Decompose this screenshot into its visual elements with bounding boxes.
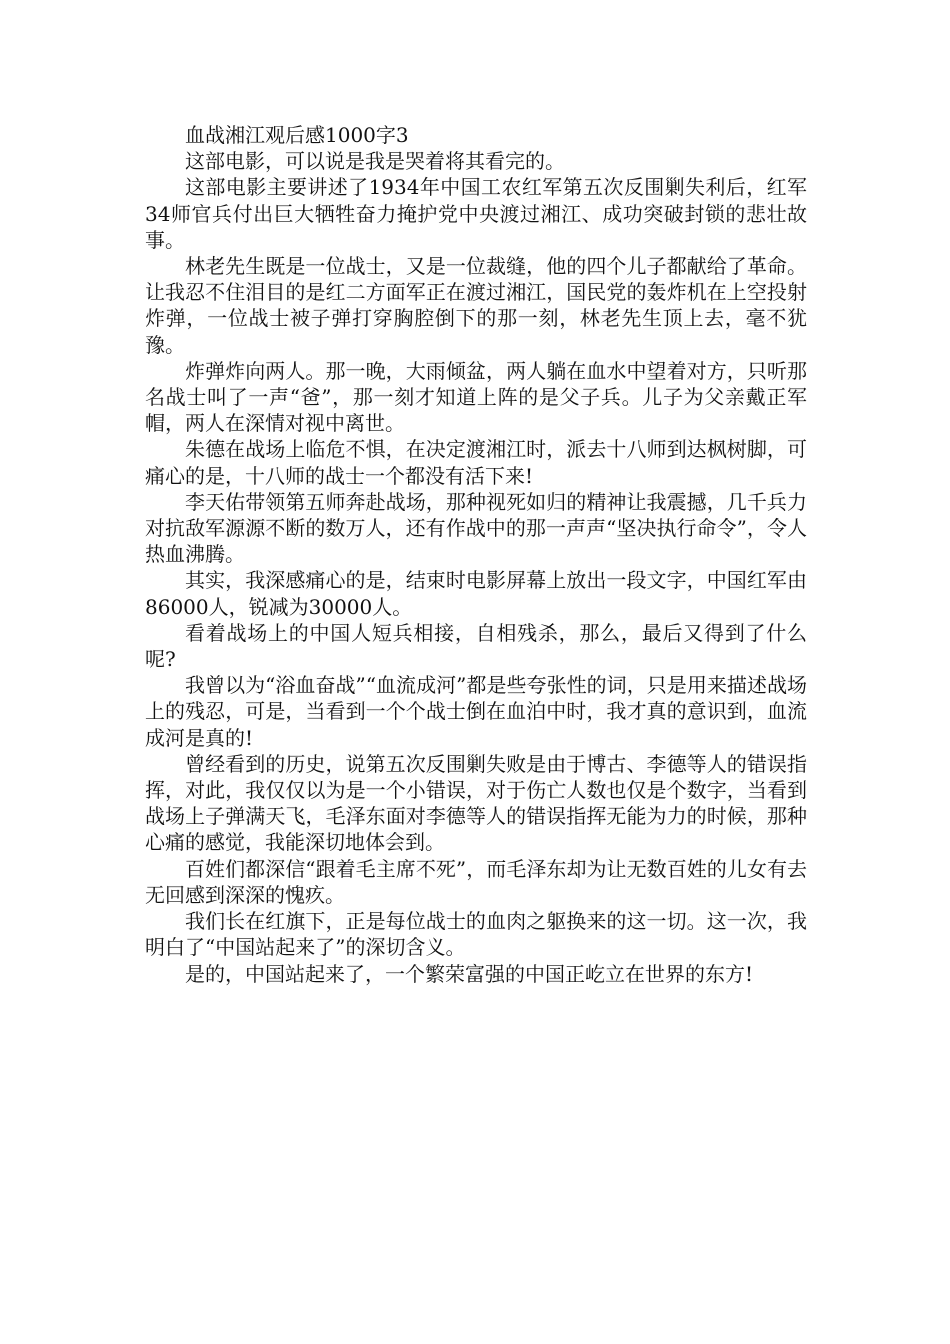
paragraph-11: 百姓们都深信“跟着毛主席不死”，而毛泽东却为让无数百姓的儿女有去无回感到深深的愧疚。: [145, 856, 807, 907]
paragraph-12: 我们长在红旗下，正是每位战士的血肉之躯换来的这一切。这一次，我明白了“中国站起来了”的深切含义。: [145, 909, 807, 960]
paragraph-9: 我曾以为“浴血奋战”“血流成河”都是些夸张性的词，只是用来描述战场上的残忍，可是，当看到一个个战士倒在血泊中时，我才真的意识到，血流成河是真的!: [145, 673, 807, 750]
paragraph-6: 李天佑带领第五师奔赴战场，那种视死如归的精神让我震撼，几千兵力对抗敌军源源不断的数万人，还有作战中的那一声声“坚决执行命令”，令人热血沸腾。: [145, 489, 807, 567]
paragraph-4: 炸弹炸向两人。那一晚，大雨倾盆，两人躺在血水中望着对方，只听那名战士叫了一声“爸”，那一刻才知道上阵的是父子兵。儿子为父亲戴正军帽，两人在深情对视中离世。: [145, 358, 807, 436]
paragraph-10: 曾经看到的历史，说第五次反围剿失败是由于博古、李德等人的错误指挥，对此，我仅仅以为是一个小错误，对于伤亡人数也仅是个数字，当看到战场上子弹满天飞，毛泽东面对李德等人的错误指挥无能为力的时候，那种心痛的感觉，我能深切地体会到。: [145, 751, 807, 855]
paragraph-7: 其实，我深感痛心的是，结束时电影屏幕上放出一段文字，中国红军由86000人，锐减为30000人。: [145, 568, 807, 619]
paragraph-3: 林老先生既是一位战士，又是一位裁缝，他的四个儿子都献给了革命。让我忍不住泪目的是红二方面军正在渡过湘江，国民党的轰炸机在上空投射炸弹，一位战士被子弹打穿胸腔倒下的那一刻，林老先生顶上去，毫不犹豫。: [145, 254, 807, 357]
document-body: [145, 122, 807, 987]
paragraph-8: 看着战场上的中国人短兵相接，自相残杀，那么，最后又得到了什么呢?: [145, 620, 807, 672]
paragraph-5: 朱德在战场上临危不惧，在决定渡湘江时，派去十八师到达枫树脚，可痛心的是，十八师的战士一个都没有活下来!: [145, 437, 807, 488]
paragraph-13: 是的，中国站起来了，一个繁荣富强的中国正屹立在世界的东方!: [185, 961, 754, 986]
document-title: 血战湘江观后感1000字3: [185, 123, 409, 147]
paragraph-2: 这部电影主要讲述了1934年中国工农红军第五次反围剿失利后，红军34师官兵付出巨大牺牲奋力掩护党中央渡过湘江、成功突破封锁的悲壮故事。: [145, 175, 807, 252]
paragraph-1: 这部电影，可以说是我是哭着将其看完的。: [185, 149, 565, 174]
